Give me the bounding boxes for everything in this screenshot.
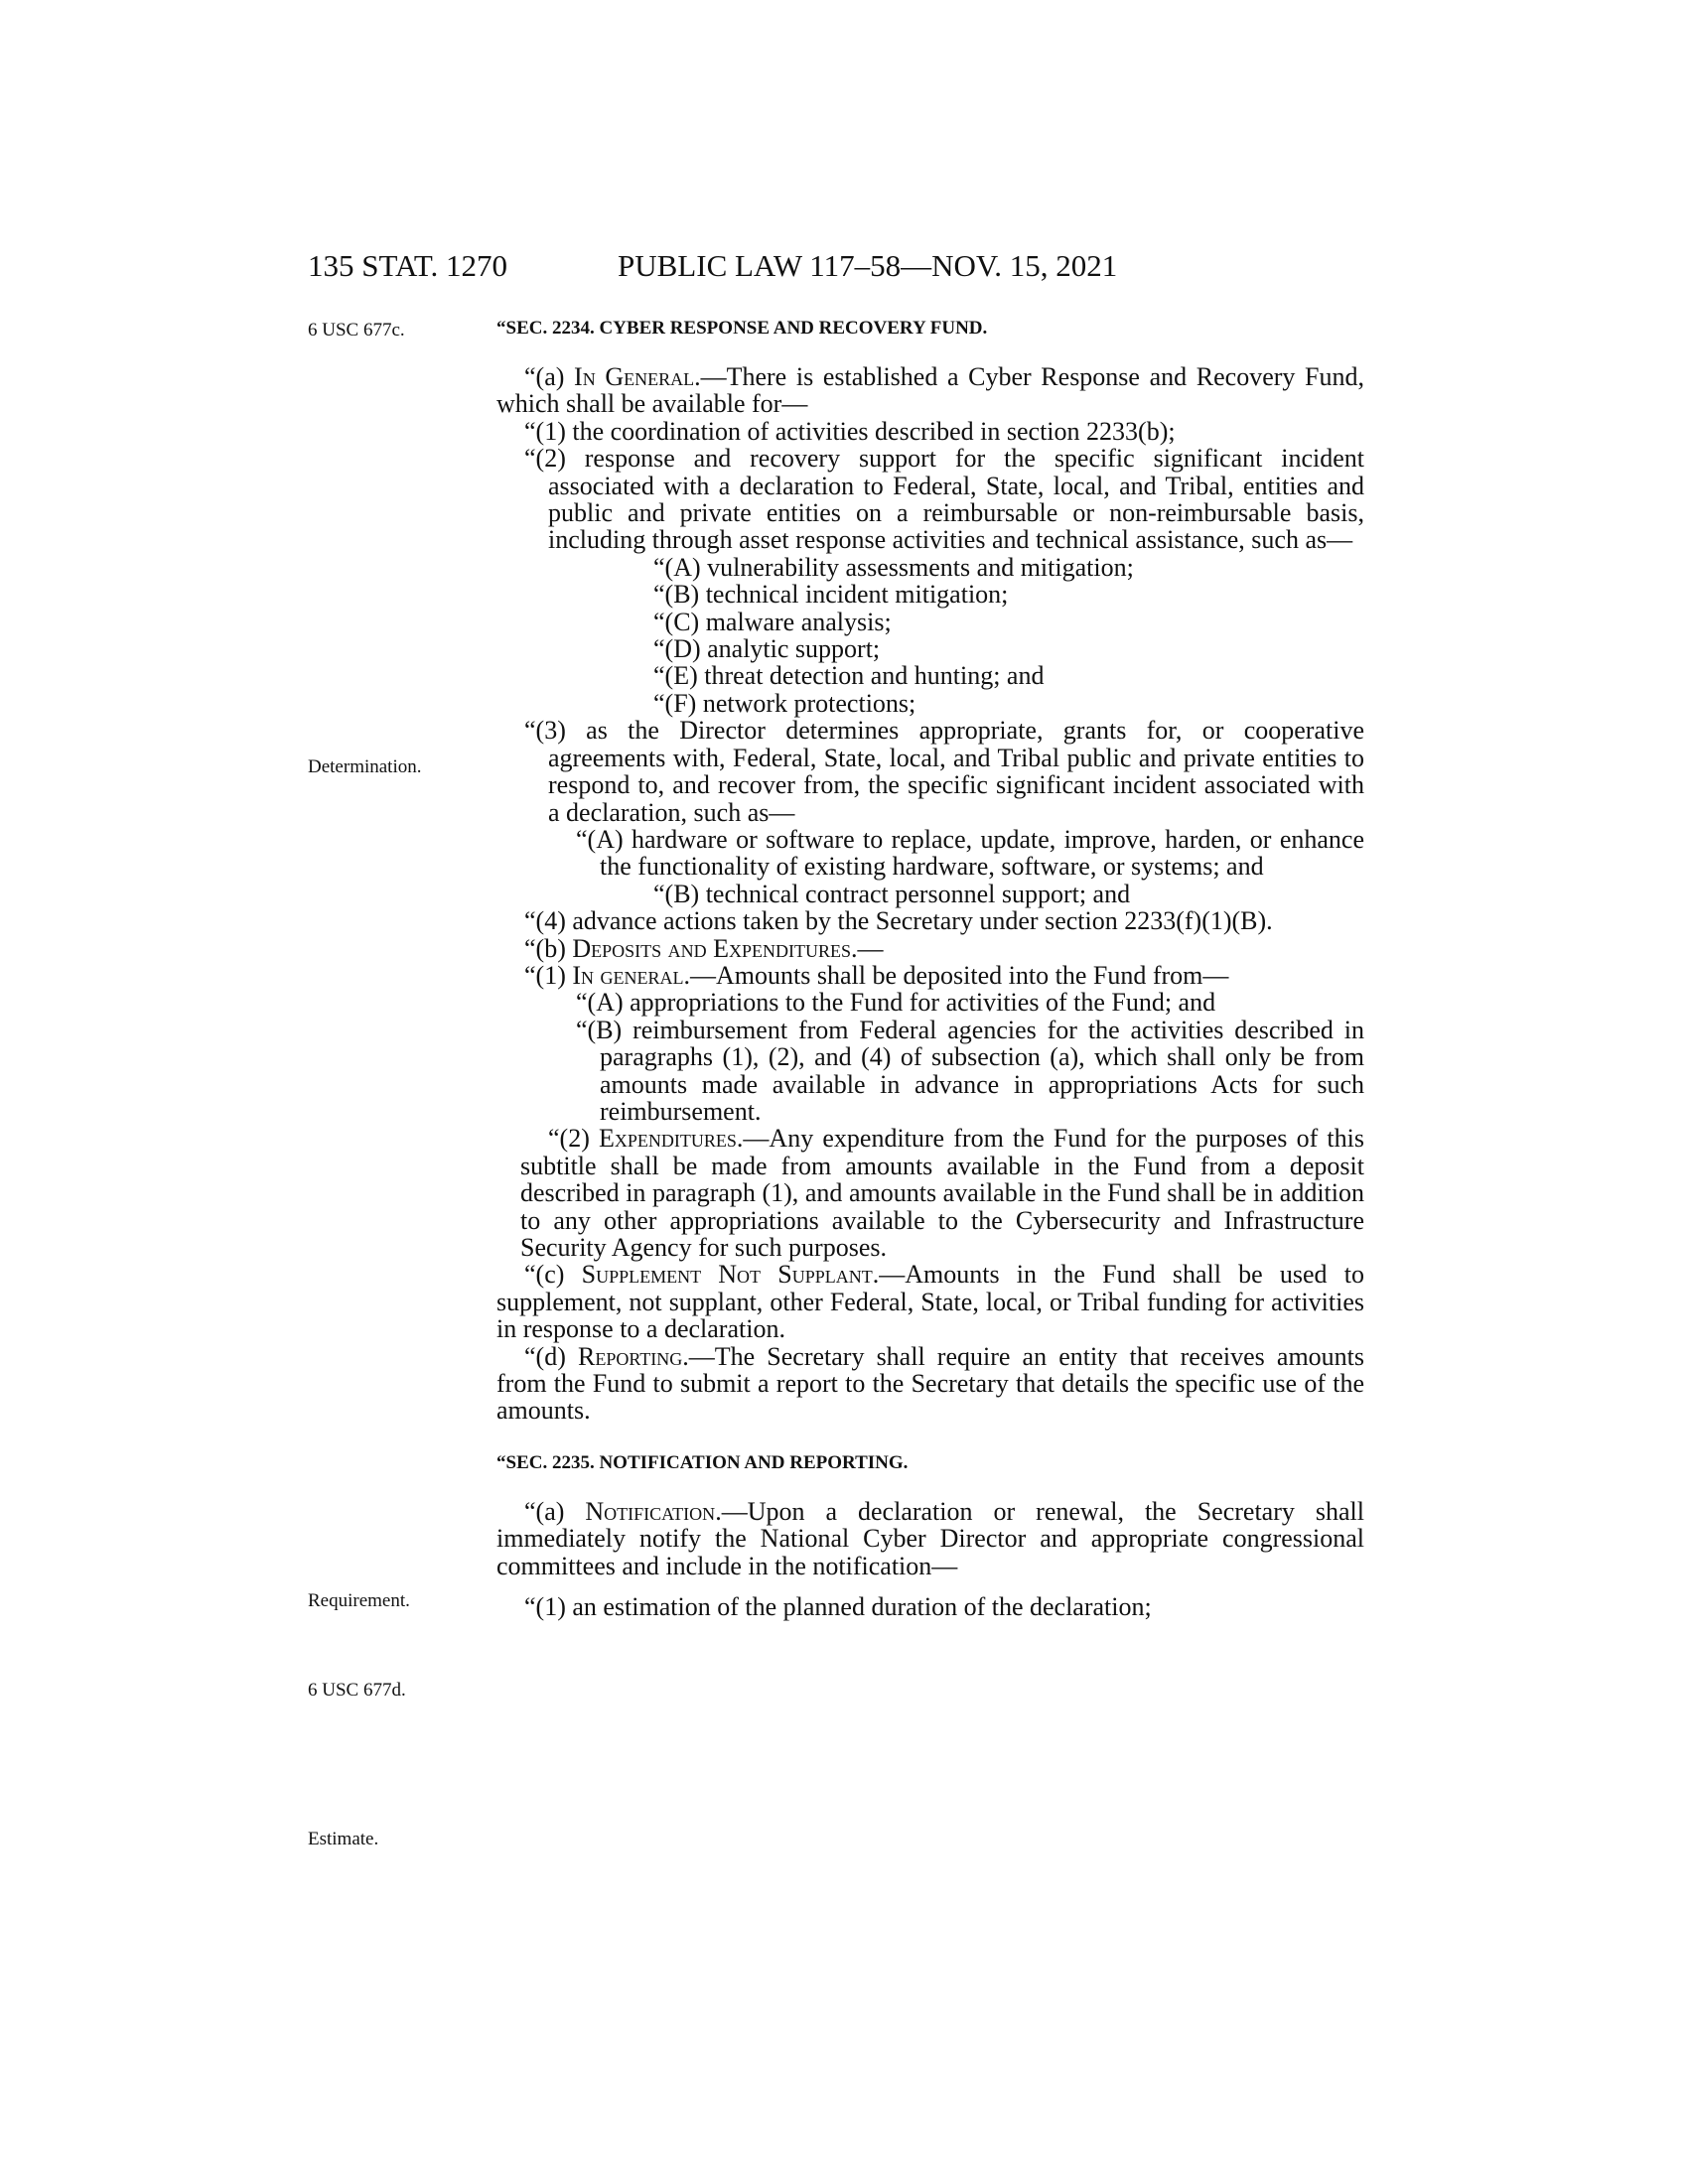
- clause-b1A: “(A) appropriations to the Fund for activities of the Fund; and: [576, 988, 1216, 1018]
- clause-b1B: “(B) reimbursement from Federal agencies for the activities described in paragraphs (1), (2), and (4) of subsection (a), which shall only be from amounts made available in advance in appropriations Acts for such reimbursement.: [576, 1015, 1364, 1126]
- clause-a2B: “(B) technical incident mitigation;: [653, 580, 1009, 610]
- margin-note-determination: Determination.: [308, 756, 422, 777]
- margin-note-usc-677d: 6 USC 677d.: [308, 1680, 406, 1701]
- paragraph-a2: “(2) response and recovery support for the specific significant incident associated with a declaration to Federal, State, local, and Tribal, entities and public and private entities on a reimbursable or non-reimbursable basis, including through asset response activities and technical assistance, such as—: [524, 444, 1364, 555]
- stat-citation: 135 STAT. 1270: [308, 248, 508, 283]
- subsection-a: “(a) In General.—There is established a Cyber Response and Recovery Fund, which shall be available for—: [496, 362, 1364, 419]
- clause-a2C: “(C) malware analysis;: [653, 607, 892, 636]
- clause-a3A: “(A) hardware or software to replace, update, improve, harden, or enhance the functionality of existing hardware, software, or systems; and: [576, 824, 1364, 882]
- paragraph-a4: “(4) advance actions taken by the Secretary under section 2233(f)(1)(B).: [524, 906, 1273, 936]
- clause-a2A: “(A) vulnerability assessments and mitigation;: [653, 552, 1134, 582]
- margin-note-estimate: Estimate.: [308, 1829, 379, 1849]
- section-heading-2234: “SEC. 2234. CYBER RESPONSE AND RECOVERY FUND.: [496, 318, 988, 339]
- clause-a2D: “(D) analytic support;: [653, 634, 881, 664]
- paragraph-2235-a1: “(1) an estimation of the planned duration of the declaration;: [524, 1592, 1152, 1622]
- paragraph-b2: “(2) Expenditures.—Any expenditure from the Fund for the purposes of this subtitle shall be made from amounts available in the Fund from a deposit described in paragraph (1), and amounts available in the Fund shall be in addition to any other appropriations available to the Cybersecurity and Infrastructure Security Agency for such purposes.: [520, 1124, 1364, 1262]
- paragraph-b1: “(1) In general.—Amounts shall be deposited into the Fund from—: [524, 960, 1229, 990]
- running-header: [0, 248, 1688, 288]
- section-heading-2235: “SEC. 2235. NOTIFICATION AND REPORTING.: [496, 1451, 909, 1473]
- clause-a2E: “(E) threat detection and hunting; and: [653, 661, 1045, 691]
- subsection-b: “(b) Deposits and Expenditures.—: [524, 933, 884, 963]
- paragraph-a3: “(3) as the Director determines appropriate, grants for, or cooperative agreements with, Federal, State, local, and Tribal public and private entities to respond to, and recover from, the specific significant incident associated with a declaration, such as—: [524, 716, 1364, 827]
- statute-body: [496, 314, 1364, 1620]
- subsection-2235-a: “(a) Notification.—Upon a declaration or renewal, the Secretary shall immediately notify the National Cyber Director and appropriate congressional committees and include in the notification—: [496, 1496, 1364, 1580]
- clause-a2F: “(F) network protections;: [653, 688, 916, 718]
- clause-a3B: “(B) technical contract personnel support; and: [653, 879, 1131, 908]
- subsection-c: “(c) Supplement Not Supplant.—Amounts in the Fund shall be used to supplement, not supplant, other Federal, State, local, or Tribal funding for activities in response to a declaration.: [496, 1260, 1364, 1344]
- margin-note-requirement: Requirement.: [308, 1590, 410, 1611]
- paragraph-a1: “(1) the coordination of activities described in section 2233(b);: [524, 416, 1176, 446]
- margin-note-usc-677c: 6 USC 677c.: [308, 320, 405, 341]
- subsection-d: “(d) Reporting.—The Secretary shall require an entity that receives amounts from the Fund to submit a report to the Secretary that details the specific use of the amounts.: [496, 1341, 1365, 1426]
- law-title: PUBLIC LAW 117–58—NOV. 15, 2021: [618, 248, 1118, 283]
